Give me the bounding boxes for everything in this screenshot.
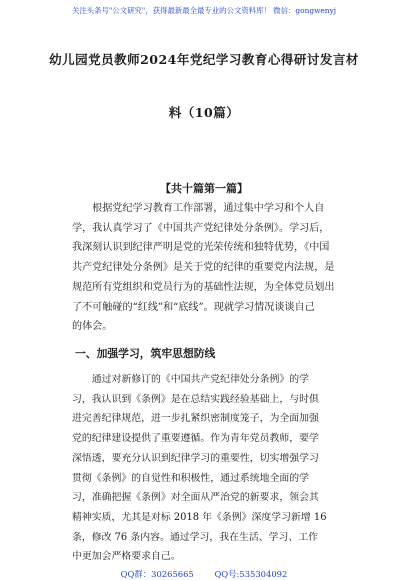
text-line: 深悟透，要充分认识到纪律学习的重要性，切实增强学习 bbox=[72, 452, 319, 464]
text-line: 规范所有党组织和党员行为的基础性法规，为全体党员划出 bbox=[72, 281, 335, 293]
intro-paragraph bbox=[72, 199, 362, 337]
text-line: 根据党纪学习教育工作部署，通过集中学习和个人自 bbox=[72, 203, 325, 214]
text-line: 习，准确把握《条例》对全面从严治党的新要求，领会其 bbox=[72, 492, 319, 504]
text-line: 我深刻认识到纪律严明是党的光荣传统和独特优势，《中国 bbox=[72, 242, 330, 254]
section-heading: 【共十篇第一篇】 bbox=[160, 182, 248, 195]
document-title-line-2: 料（10篇） bbox=[168, 105, 240, 120]
text-line: 学，我认真学习了《中国共产党纪律处分条例》。学习后， bbox=[72, 222, 330, 234]
text-line: 中更加会严格要求自己。 bbox=[72, 551, 181, 563]
text-line: 贯彻《条例》的自觉性和积极性，通过系统地全面的学 bbox=[72, 472, 310, 484]
footer-qq-group: QQ群：30265665 bbox=[120, 569, 194, 579]
text-line: 条，修改 76 条内容。通过学习，我在生活、学习、工作 bbox=[72, 531, 318, 543]
footer-qq-number: QQ号:535304092 bbox=[214, 569, 288, 579]
text-line: 的体会。 bbox=[72, 321, 113, 333]
text-line: 精神实质，尤其是对标 2018 年《条例》深度学习新增 16 bbox=[72, 511, 327, 523]
subheading-strengthen-learning: 一、加强学习，筑牢思想防线 bbox=[75, 347, 216, 360]
text-line: 党的纪律建设提供了重要遵循。作为青年党员教师，要学 bbox=[72, 433, 319, 445]
document-title-line-1: 幼儿园党员教师2024年党纪学习教育心得研讨发言材 bbox=[49, 52, 359, 67]
body-paragraph-2 bbox=[72, 370, 362, 567]
text-line: 共产党纪律处分条例》是关于党的纪律的重要党内法规，是 bbox=[72, 262, 335, 274]
text-line: 了不可触碰的“红线”和“底线”。现就学习情况谈谈自己 bbox=[72, 301, 315, 313]
text-line: 习，我认识到《条例》是在总结实践经验基础上，与时俱 bbox=[72, 393, 319, 405]
text-line: 进完善纪律规范，进一步扎紧织密制度笼子，为全面加强 bbox=[72, 413, 319, 425]
text-line: 通过对新修订的《中国共产党纪律处分条例》的学 bbox=[72, 374, 310, 385]
page-footer bbox=[0, 568, 408, 580]
header-banner: 关注头条号"公文研究"，获得最新最全最专业的公文资料库！ 微信：gongwenyj bbox=[71, 6, 337, 15]
